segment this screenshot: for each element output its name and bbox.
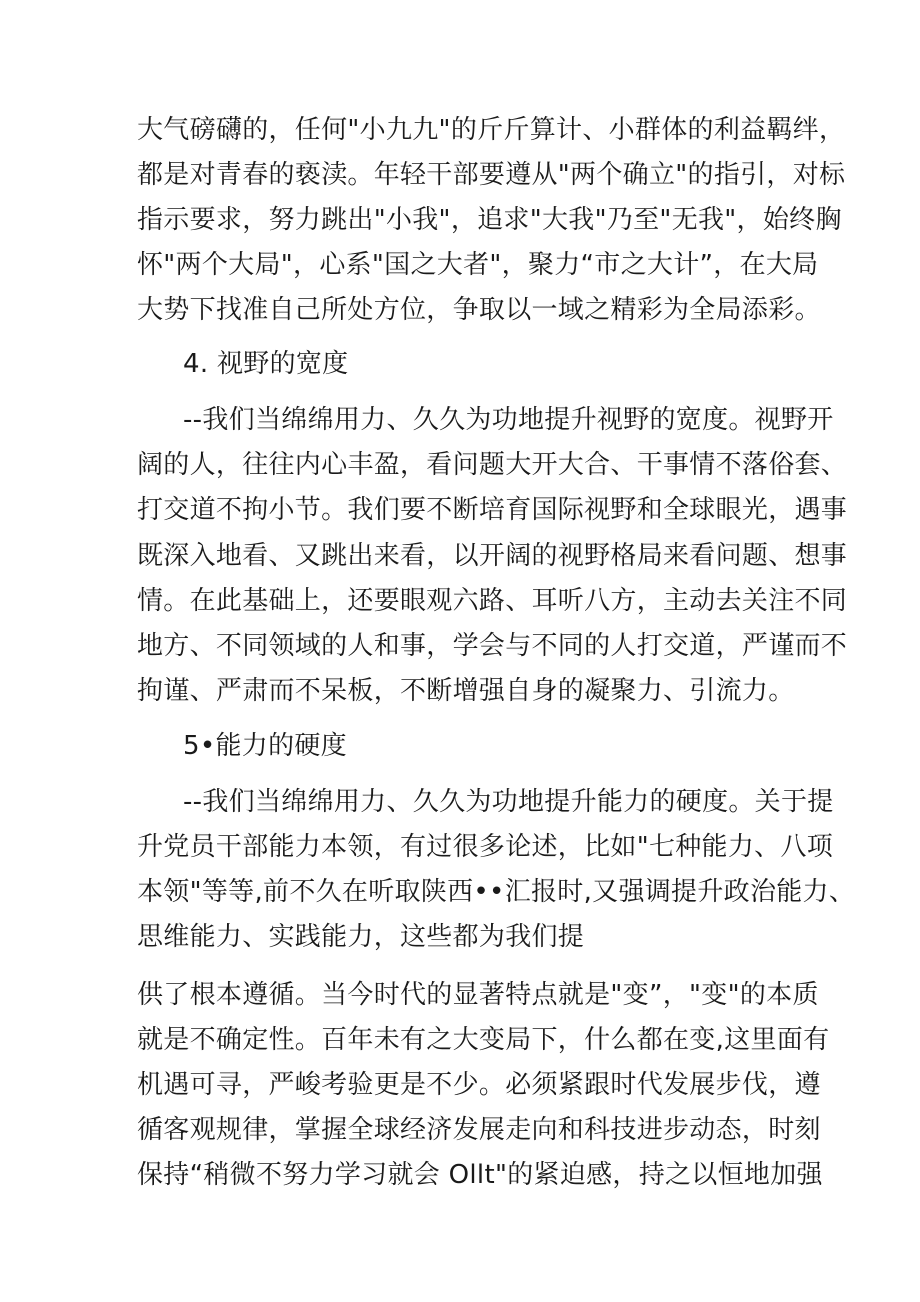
- paragraph-line: 指示要求，努力跳出"小我"，追求"大我"乃至"无我"，始终胸: [137, 205, 842, 235]
- paragraph-line: 地方、不同领域的人和事，学会与不同的人打交道，严谨而不: [137, 631, 848, 661]
- paragraph-line: 大气磅礴的，任何"小九九"的斤斤算计、小群体的利益羁绊，: [137, 115, 846, 145]
- paragraph-line: --我们当绵绵用力、久久为功地提升视野的宽度。视野开: [183, 405, 834, 435]
- paragraph-line: 就是不确定性。百年未有之大变局下，什么都在变,这里面有: [137, 1025, 830, 1055]
- paragraph-line: 供了根本遵循。当今时代的显著特点就是"变”，"变"的本质: [137, 980, 819, 1010]
- paragraph-line: 机遇可寻，严峻考验更是不少。必须紧跟时代发展步伐，遵: [137, 1070, 821, 1100]
- paragraph-line: --我们当绵绵用力、久久为功地提升能力的硬度。关于提: [183, 787, 834, 817]
- paragraph-line: 本领"等等,前不久在听取陕西••汇报时,又强调提升政治能力、: [137, 877, 856, 907]
- paragraph-line: 拘谨、严肃而不呆板，不断增强自身的凝聚力、引流力。: [137, 676, 795, 706]
- paragraph-line: 思维能力、实践能力，这些都为我们提: [137, 922, 585, 952]
- paragraph-line: 升党员干部能力本领，有过很多论述，比如"七种能力、八项: [137, 832, 834, 862]
- paragraph-line: 打交道不拘小节。我们要不断培育国际视野和全球眼光，遇事: [137, 495, 848, 525]
- paragraph-line: 怀"两个大局"，心系"国之大者"，聚力“市之大计”，在大局: [137, 250, 819, 280]
- paragraph-line: 都是对青春的亵渎。年轻干部要遵从"两个确立"的指引，对标: [137, 160, 846, 190]
- paragraph-line: 既深入地看、又跳出来看，以开阔的视野格局来看问题、想事: [137, 541, 848, 571]
- paragraph-line: 阔的人，往往内心丰盈，看问题大开大合、干事情不落俗套、: [137, 450, 848, 480]
- paragraph-line: 保持“稍微不努力学习就会 Ollt"的紧迫感，持之以恒地加强: [137, 1160, 823, 1190]
- section-heading-5: 5•能力的硬度: [183, 731, 347, 761]
- paragraph-line: 循客观规律，掌握全球经济发展走向和科技进步动态，时刻: [137, 1115, 821, 1145]
- section-heading-4: 4. 视野的宽度: [183, 349, 349, 379]
- paragraph-line: 情。在此基础上，还要眼观六路、耳听八方，主动去关注不同: [137, 586, 848, 616]
- paragraph-line: 大势下找准自己所处方位，争取以一域之精彩为全局添彩。: [137, 295, 821, 325]
